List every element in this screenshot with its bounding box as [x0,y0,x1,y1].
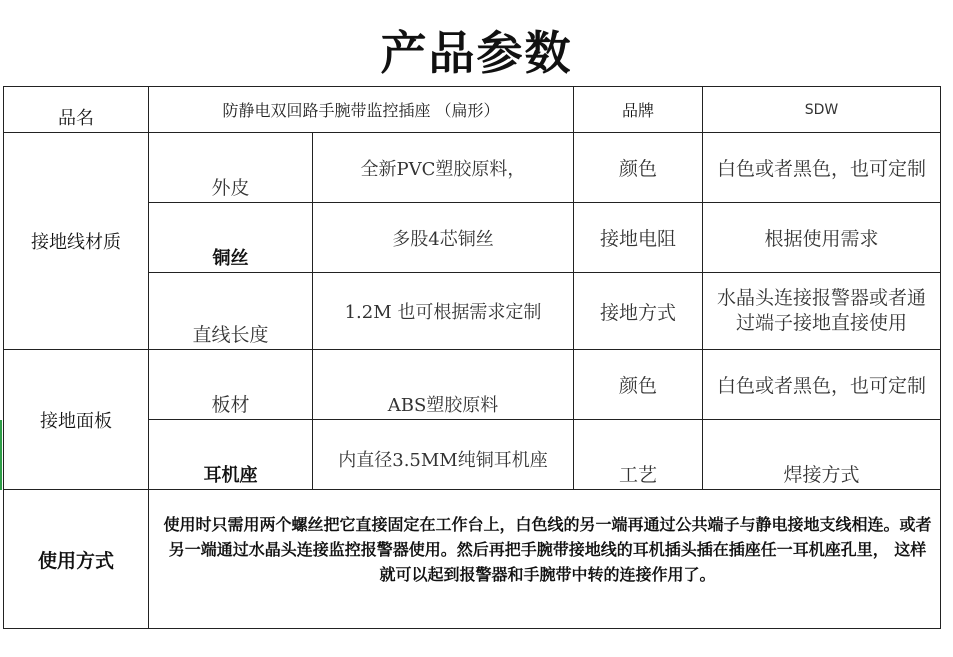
usage-label-cell [4,490,148,628]
process-value-cell [703,420,940,489]
color-label-1-cell [574,133,702,202]
ground-method-label: 接地方式 [599,301,676,324]
product-name-label-cell [4,87,148,132]
color-label-1: 颜色 [618,158,657,180]
process-label-cell [574,420,702,489]
copper-label-cell [149,203,312,272]
jack-value: 内直径3.5MM纯铜耳机座 [338,450,548,471]
color-value-2: 白色或者黑色，也可定制 [716,375,926,397]
process-value: 焊接方式 [783,464,860,486]
panel-section-label: 接地面板 [40,410,112,432]
jack-value-cell [313,420,573,489]
usage-text: 使用时只需用两个螺丝把它直接固定在工作台上，白色线的另一端再通过公共端子与静电接地支线相连。或者另一端通过水晶头连接监控报警器使用。然后再把手腕带接地线的耳机插头插在插座任一耳机座孔里， 这样就可以起到报警器和手腕带中转的连接作用了。 [163,515,932,584]
brand-label: 品牌 [621,101,654,120]
grid-line [3,628,940,629]
color-value-2-cell [703,350,940,419]
resistance-label: 接地电阻 [599,228,676,250]
resistance-value: 根据使用需求 [764,228,879,250]
board-label: 板材 [211,394,250,416]
outer-skin-label-cell [149,133,312,202]
outer-skin-value: 全新PVC塑胶原料， [360,158,526,180]
copper-value: 多股4芯铜丝 [392,228,494,250]
ground-wire-section-cell [4,133,148,349]
board-value: ABS塑胶原料 [387,395,499,416]
color-value-1-cell [703,133,940,202]
jack-label-cell [149,420,312,489]
brand-value: SDW [804,101,839,118]
length-value: 1.2M 也可根据需求定制 [344,302,542,323]
color-label-2-cell [574,350,702,419]
color-label-2: 颜色 [618,375,657,397]
board-label-cell [149,350,312,419]
resistance-value-cell [703,203,940,272]
length-label-cell [149,273,312,349]
grid-line [940,86,941,629]
product-name-label: 品名 [58,108,94,129]
usage-label: 使用方式 [37,549,114,572]
cell-selection-marker [0,420,2,490]
product-name-value: 防静电双回路手腕带监控插座 （扁形） [222,101,500,120]
product-name-value-cell [149,87,573,132]
page-title: 产品参数 [380,26,573,80]
length-value-cell [313,273,573,349]
copper-label: 铜丝 [212,248,249,269]
ground-method-value: 水晶头连接报警器或者通过端子接地直接使用 [716,287,926,334]
length-label: 直线长度 [192,324,269,346]
process-label: 工艺 [618,464,657,486]
brand-value-cell [703,87,940,132]
copper-value-cell [313,203,573,272]
board-value-cell [313,350,573,419]
panel-section-cell [4,350,148,489]
ground-method-label-cell [574,273,702,349]
jack-label: 耳机座 [203,465,258,486]
outer-skin-value-cell [313,133,573,202]
brand-label-cell [574,87,702,132]
outer-skin-label: 外皮 [211,177,250,199]
resistance-label-cell [574,203,702,272]
ground-method-value-cell [703,273,940,349]
usage-text-cell [149,490,940,628]
ground-wire-section-label: 接地线材质 [31,232,121,253]
color-value-1: 白色或者黑色，也可定制 [716,158,926,180]
